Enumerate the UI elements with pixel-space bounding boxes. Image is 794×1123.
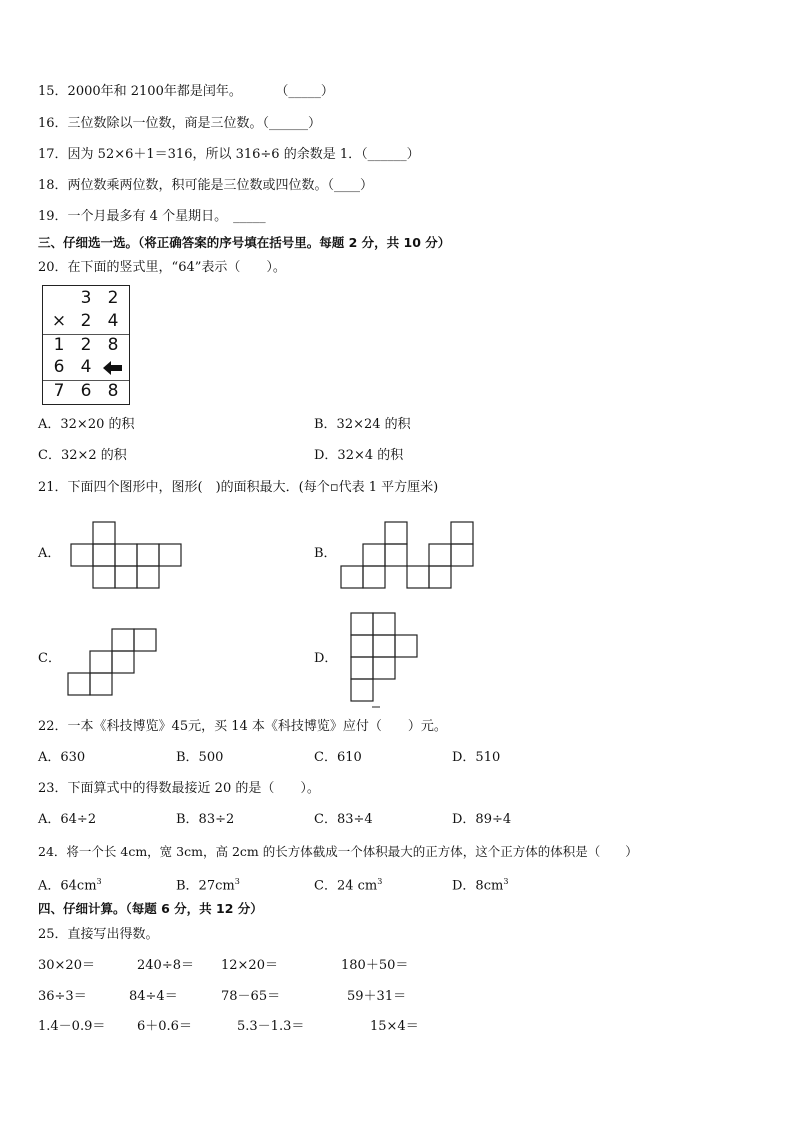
shape-b <box>340 521 478 591</box>
q22-option-c[interactable]: C．610 <box>314 750 362 765</box>
q20-option-c[interactable]: C．32×2 的积 <box>38 448 127 463</box>
calc-item[interactable]: 30×20＝ <box>38 958 95 973</box>
question-25-stem: 25．直接写出得数。 <box>38 927 159 942</box>
answer-blank[interactable]: （_____） <box>281 84 334 99</box>
shape-d <box>350 612 422 710</box>
answer-blank[interactable]: （______） <box>361 147 420 162</box>
shape-c <box>67 628 161 698</box>
question-23-stem: 23．下面算式中的得数最接近 20 的是（ ）。 <box>38 781 320 796</box>
calc-item[interactable]: 5.3－1.3＝ <box>237 1019 305 1034</box>
q20-option-a[interactable]: A．32×20 的积 <box>38 417 135 432</box>
q21-label-c[interactable]: C． <box>38 651 61 666</box>
q22-option-a[interactable]: A．630 <box>38 750 86 765</box>
shape-a <box>70 521 186 591</box>
vm-row-4: 6 4 <box>43 357 129 379</box>
q24-option-b[interactable]: B．$27cm^3$ <box>176 877 240 894</box>
q20-option-d[interactable]: D．32×4 的积 <box>314 448 404 463</box>
q23-option-b[interactable]: B．83÷2 <box>176 812 235 827</box>
vertical-multiplication <box>42 285 130 405</box>
q23-option-d[interactable]: D．89÷4 <box>452 812 512 827</box>
calc-item[interactable]: 1.4－0.9＝ <box>38 1019 106 1034</box>
calc-item[interactable]: 240÷8＝ <box>137 958 194 973</box>
q24-option-d[interactable]: D．$8cm^3$ <box>452 877 509 894</box>
answer-blank[interactable]: （______） <box>262 116 322 131</box>
question-24-stem: 24．将一个长 4cm，宽 3cm，高 2cm 的长方体截成一个体积最大的正方体，这个正方体的体积是（ ） <box>38 844 638 859</box>
question-16: 16．三位数除以一位数，商是三位数。（______） <box>38 116 322 131</box>
question-15: 15．2000年和 2100年都是闰年。 （_____） <box>38 84 334 99</box>
q21-label-b[interactable]: B． <box>314 546 337 561</box>
calc-item[interactable]: 78－65＝ <box>221 989 281 1004</box>
vm-row-2: × 2 4 <box>51 311 119 331</box>
q23-option-a[interactable]: A．64÷2 <box>38 812 97 827</box>
q24-option-c[interactable]: C．24 $cm^3$ <box>314 877 383 894</box>
question-20-stem: 20．在下面的竖式里，“64”表示（ ）。 <box>38 260 286 275</box>
q20-option-b[interactable]: B．32×24 的积 <box>314 417 411 432</box>
calc-item[interactable]: 84÷4＝ <box>129 989 178 1004</box>
q21-label-a[interactable]: A． <box>38 546 61 561</box>
calc-item[interactable]: 59＋31＝ <box>347 989 407 1004</box>
question-18: 18．两位数乘两位数，积可能是三位数或四位数。（____） <box>38 178 374 193</box>
q22-option-d[interactable]: D．510 <box>452 750 501 765</box>
q24-option-a[interactable]: A．$64cm^3$ <box>38 877 102 894</box>
section-3-heading: 三、仔细选一选。（将正确答案的序号填在括号里。每题 2 分，共 10 分） <box>38 235 451 250</box>
question-21-stem: 21．下面四个图形中，图形( )的面积最大．(每个▫代表 1 平方厘米) <box>38 480 439 495</box>
calc-item[interactable]: 12×20＝ <box>221 958 278 973</box>
vm-row-3: 1 2 8 <box>53 335 119 355</box>
q22-option-b[interactable]: B．500 <box>176 750 224 765</box>
calc-item[interactable]: 15×4＝ <box>370 1019 419 1034</box>
answer-blank[interactable]: _____ <box>233 209 266 224</box>
left-arrow-icon <box>103 361 123 375</box>
vm-row-1: 3 2 <box>80 288 119 308</box>
answer-blank[interactable]: （____） <box>327 178 374 193</box>
calc-item[interactable]: 6＋0.6＝ <box>137 1019 192 1034</box>
q21-label-d[interactable]: D． <box>314 651 338 666</box>
calc-item[interactable]: 36÷3＝ <box>38 989 87 1004</box>
question-22-stem: 22．一本《科技博览》45元，买 14 本《科技博览》应付（ ）元。 <box>38 719 447 734</box>
question-17: 17．因为 52×6＋1＝316，所以 316÷6 的余数是 1．（______） <box>38 147 420 162</box>
question-19: 19．一个月最多有 4 个星期日。 _____ <box>38 209 266 224</box>
q23-option-c[interactable]: C．83÷4 <box>314 812 373 827</box>
section-4-heading: 四、仔细计算。（每题 6 分，共 12 分） <box>38 901 263 916</box>
vm-row-5: 7 6 8 <box>53 381 119 401</box>
calc-item[interactable]: 180＋50＝ <box>341 958 409 973</box>
